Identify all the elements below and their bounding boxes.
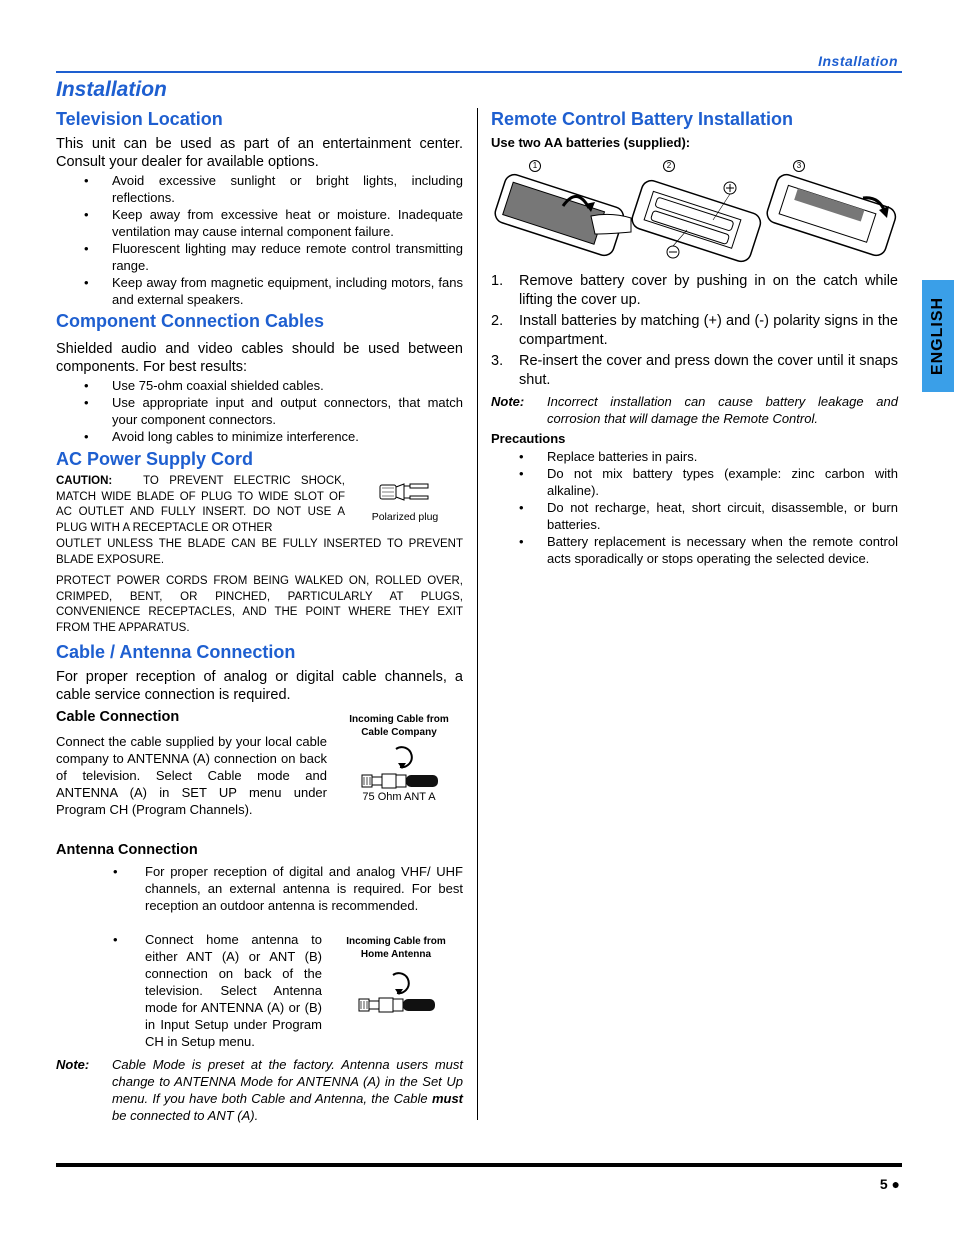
component-cables-list — [56, 377, 463, 445]
component-cables-intro: Shielded audio and video cables should be used between components. For best results: — [56, 341, 463, 375]
plug-caption: Polarized plug — [371, 511, 439, 523]
list-item: • Keep away from excessive heat or moisture. Inadequate ventilation may cause internal component failure. — [84, 207, 463, 239]
page-title: Installation — [56, 78, 167, 101]
component-cables-heading: Component Connection Cables — [56, 311, 325, 331]
tv-location-list — [56, 172, 463, 308]
cable-antenna-heading: Cable / Antenna Connection — [56, 642, 296, 662]
coax-connector-icon — [340, 739, 458, 791]
list-item: 3. Re-insert the cover and press down the cover until it snaps shut. — [491, 353, 898, 388]
cable-antenna-intro: For proper reception of analog or digital cable channels, a cable service connection is required. — [56, 669, 463, 703]
step-marker: 3 — [793, 160, 805, 172]
home-antenna-figure — [337, 935, 455, 1013]
polarized-plug-figure — [366, 478, 444, 523]
header-rule — [56, 71, 902, 73]
section-header: Installation — [818, 53, 898, 69]
step-marker: 2 — [663, 160, 675, 172]
list-item: • Keep away from magnetic equipment, including motors, fans and external speakers. — [84, 275, 463, 307]
ac-power-caution-cont: OUTLET UNLESS THE BLADE CAN BE FULLY INSERTED TO PREVENT BLADE EXPOSURE. — [56, 538, 463, 566]
figure-caption: 75 Ohm ANT A — [362, 791, 436, 803]
figure-title: Incoming Cable from Home Antenna — [346, 936, 446, 960]
plug-icon — [366, 478, 444, 506]
step-marker: 1 — [529, 160, 541, 172]
coax-connector-icon — [337, 961, 455, 1013]
tv-location-intro: This unit can be used as part of an entertainment center. Consult your dealer for available options. — [56, 136, 463, 170]
list-item: • Replace batteries in pairs. — [519, 449, 698, 464]
list-item: • Do not recharge, heat, short circuit, disassemble, or burn batteries. — [519, 500, 898, 532]
list-item: • Battery replacement is necessary when the remote control acts sporadically or stops operating the selected device. — [519, 534, 898, 566]
list-item: • Avoid excessive sunlight or bright lights, including reflections. — [84, 173, 463, 205]
list-item: • Use appropriate input and output connectors, that match your component connectors. — [84, 395, 463, 427]
list-item: • Do not mix battery types (example: zinc carbon with alkaline). — [519, 466, 898, 498]
remote-battery-icon — [491, 172, 901, 268]
battery-steps — [491, 272, 898, 392]
cable-company-figure — [340, 713, 458, 803]
footer-rule — [56, 1163, 902, 1167]
battery-install-figure — [491, 158, 901, 268]
precautions-list — [491, 448, 898, 567]
battery-note: Note: Incorrect installation can cause battery leakage and corrosion that will damage the Remote Control. — [491, 394, 898, 426]
page-number: 5 ● — [879, 1176, 900, 1192]
list-item: • Use 75-ohm coaxial shielded cables. — [84, 378, 324, 393]
figure-title: Incoming Cable from Cable Company — [349, 714, 449, 738]
tv-location-heading: Television Location — [56, 109, 223, 129]
language-tab-label: ENGLISH — [929, 296, 946, 376]
precautions-heading: Precautions — [491, 431, 566, 446]
list-item: 1. Remove battery cover by pushing in on the catch while lifting the cover up. — [491, 273, 898, 308]
list-item: • Avoid long cables to minimize interference. — [84, 429, 359, 444]
antenna-bullet-1: • For proper reception of digital and analog VHF/ UHF channels, an external antenna is required. For best reception an outdoor antenna is recommended. — [113, 864, 463, 913]
list-item: • Fluorescent lighting may reduce remote control transmitting range. — [84, 241, 463, 273]
ac-power-heading: AC Power Supply Cord — [56, 449, 254, 469]
antenna-bullet-2: • Connect home antenna to either ANT (A) or ANT (B) connection on back of the television. Select Antenna mode for ANTENNA (A) or (B) in Input Setup under Program CH in Setup menu. — [113, 932, 322, 1049]
cable-mode-note: Note: Cable Mode is preset at the factory. Antenna users must change to ANTENNA Mode for ANTENNA (A) in the Set Up menu. If you have both Cable and Antenna, the Cable must be connected to ANT (A). — [56, 1057, 463, 1123]
ac-power-caution: CAUTION: TO PREVENT ELECTRIC SHOCK, MATCH WIDE BLADE OF PLUG TO WIDE SLOT OF AC OUTLET AND FULLY INSERT. DO NOT USE A PLUG WITH A RECEPTACLE OR OTHER — [56, 475, 345, 534]
remote-battery-subheading: Use two AA batteries (supplied): — [491, 135, 691, 150]
language-tab — [922, 280, 954, 392]
list-item: 2. Install batteries by matching (+) and (-) polarity signs in the compartment. — [491, 313, 898, 348]
remote-battery-heading: Remote Control Battery Installation — [491, 109, 794, 129]
column-divider — [477, 108, 478, 1120]
ac-power-protect: PROTECT POWER CORDS FROM BEING WALKED ON, ROLLED OVER, CRIMPED, BENT, OR PINCHED, PARTICULARLY AT PLUGS, CONVENIENCE RECEPTACLES, AND THE POINT WHERE THEY EXIT FROM THE APPARATUS. — [56, 575, 463, 634]
antenna-connection-subheading: Antenna Connection — [56, 842, 198, 858]
cable-connection-subheading: Cable Connection — [56, 709, 180, 725]
cable-connection-text: Connect the cable supplied by your local cable company to ANTENNA (A) connection on back of television. Select Cable mode and ANTENNA (A) in SET UP menu under Program CH (Program Channels). — [56, 734, 327, 817]
